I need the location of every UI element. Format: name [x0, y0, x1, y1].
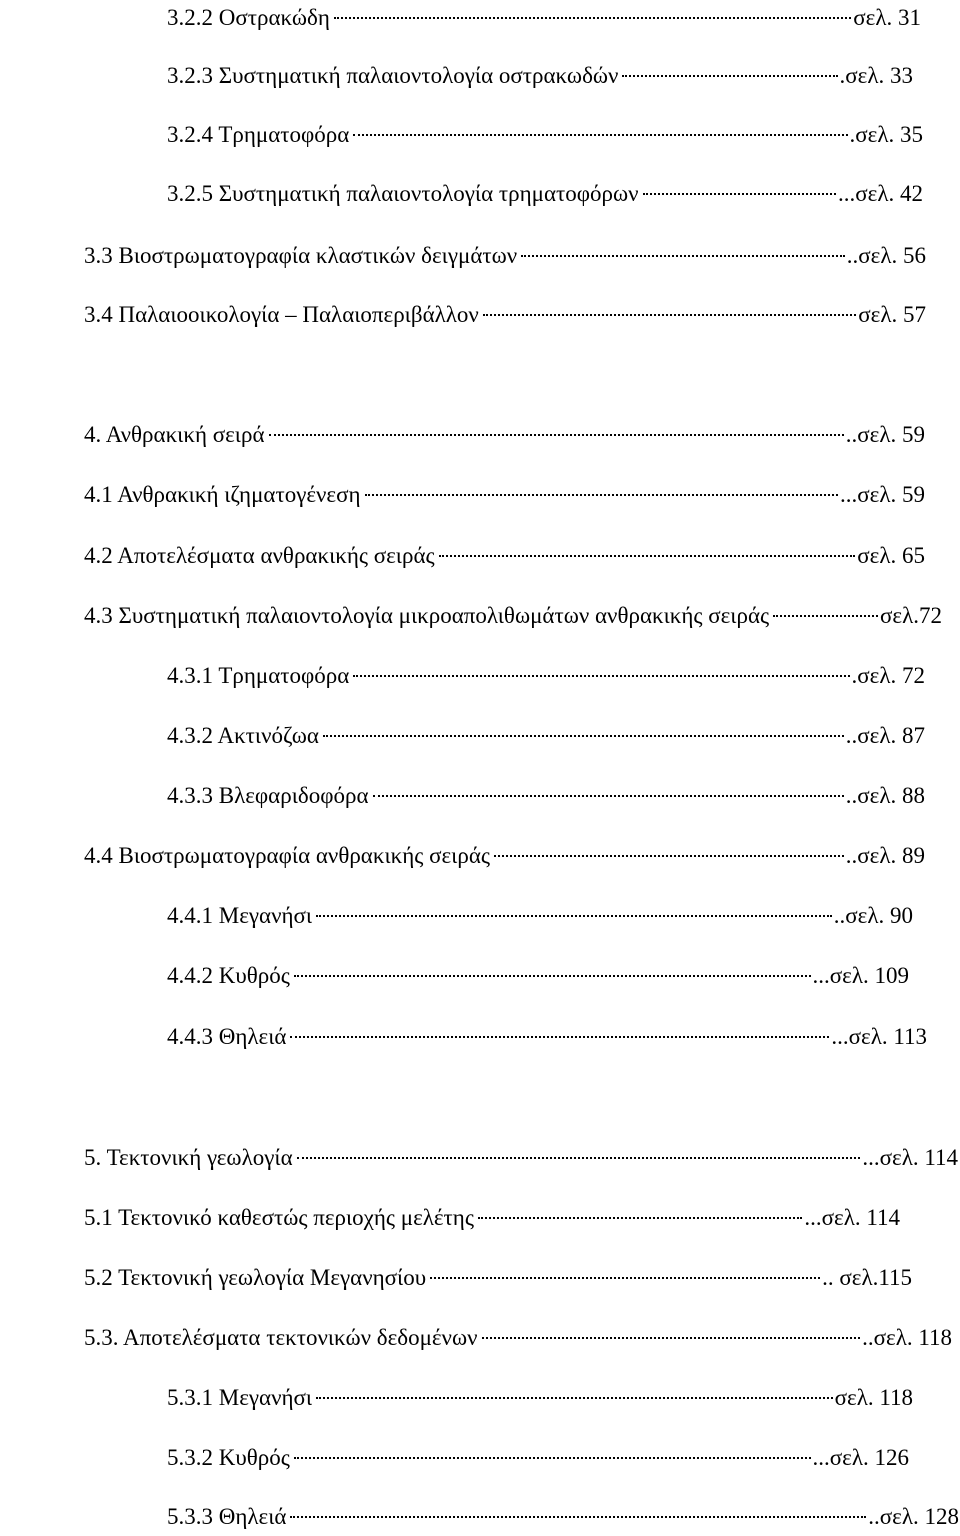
toc-title: 4.3.2 Ακτινόζωα: [167, 723, 319, 748]
toc-title: 5.1 Τεκτονικό καθεστώς περιοχής μελέτης: [84, 1205, 474, 1230]
toc-title: 5.3. Αποτελέσματα τεκτονικών δεδομένων: [84, 1325, 478, 1350]
dot-leader: [521, 255, 845, 257]
toc-page-number: ...σελ. 126: [812, 1445, 909, 1470]
toc-entry-5-2: [84, 1260, 912, 1296]
toc-page-number: ..σελ. 88: [845, 783, 925, 808]
toc-page-number: ..σελ. 59: [845, 422, 925, 447]
toc-entry-4-4-3: [167, 1019, 927, 1055]
toc-page-number: σελ. 57: [858, 302, 926, 327]
toc-page-number: ..σελ. 128: [868, 1504, 959, 1529]
toc-title: 3.2.4 Τρηματοφόρα: [167, 122, 350, 147]
toc-entry-5-3: [84, 1320, 952, 1356]
dot-leader: [316, 915, 832, 917]
toc-entry-4-3-1: [167, 658, 925, 694]
toc-entry-4-1: [84, 477, 925, 513]
dot-leader: [773, 615, 878, 617]
toc-title: 5.3.2 Κυθρός: [167, 1445, 290, 1470]
dot-leader: [269, 434, 844, 436]
toc-page-number: ..σελ. 56: [846, 243, 926, 268]
toc-page-number: .σελ. 72: [851, 663, 925, 688]
toc-page-number: ..σελ. 89: [845, 843, 925, 868]
toc-entry-3-2-2: [167, 0, 921, 36]
toc-entry-3-3: [84, 238, 926, 274]
toc-page-number: ...σελ. 113: [831, 1024, 927, 1049]
toc-entry-4: [84, 417, 925, 453]
dot-leader: [622, 75, 837, 77]
toc-page-number: σελ.72: [880, 603, 942, 628]
dot-leader: [334, 17, 851, 19]
toc-page-number: ...σελ. 114: [862, 1145, 958, 1170]
dot-leader: [353, 134, 847, 136]
toc-page-number: σελ. 31: [853, 5, 921, 30]
dot-leader: [323, 735, 844, 737]
toc-page-number: ...σελ. 109: [812, 963, 909, 988]
toc-title: 4.1 Ανθρακική ιζηματογένεση: [84, 482, 361, 507]
toc-title: 4.4.1 Μεγανήσι: [167, 903, 313, 928]
toc-title: 4.3.1 Τρηματοφόρα: [167, 663, 350, 688]
toc-title: 4. Ανθρακική σειρά: [84, 422, 265, 447]
toc-page-number: .σελ. 33: [839, 63, 913, 88]
toc-title: 5. Τεκτονική γεωλογία: [84, 1145, 293, 1170]
toc-title: 5.2 Τεκτονική γεωλογία Μεγανησίου: [84, 1265, 427, 1290]
dot-leader: [365, 494, 839, 496]
toc-page-number: σελ. 118: [834, 1385, 913, 1410]
toc-page-number: ...σελ. 42: [838, 181, 923, 206]
toc-title: 4.2 Αποτελέσματα ανθρακικής σειράς: [84, 543, 435, 568]
toc-title: 4.3 Συστηματική παλαιοντολογία μικροαπολιθωμάτων ανθρακικής σειράς: [84, 603, 770, 628]
toc-page-number: σελ. 65: [857, 543, 925, 568]
toc-entry-4-4-1: [167, 898, 913, 934]
toc-entry-5: [84, 1140, 958, 1176]
toc-page-number: ..σελ. 90: [833, 903, 913, 928]
toc-entry-4-2: [84, 538, 925, 574]
dot-leader: [373, 795, 844, 797]
dot-leader: [290, 1516, 866, 1518]
toc-page-number: .σελ. 35: [849, 122, 923, 147]
toc-entry-3-2-5: [167, 176, 923, 212]
toc-title: 3.2.2 Οστρακώδη: [167, 5, 330, 30]
toc-title: 4.4 Βιοστρωματογραφία ανθρακικής σειράς: [84, 843, 490, 868]
toc-title: 4.3.3 Βλεφαριδοφόρα: [167, 783, 369, 808]
dot-leader: [494, 855, 844, 857]
dot-leader: [294, 975, 811, 977]
toc-entry-5-3-1: [167, 1380, 913, 1416]
dot-leader: [290, 1036, 829, 1038]
toc-entry-4-4: [84, 838, 925, 874]
toc-title: 3.4 Παλαιοοικολογία – Παλαιοπεριβάλλον: [84, 302, 479, 327]
dot-leader: [353, 675, 849, 677]
toc-page-number: ..σελ. 118: [862, 1325, 952, 1350]
dot-leader: [482, 1337, 861, 1339]
toc-title: 5.3.3 Θηλειά: [167, 1504, 287, 1529]
toc-title: 3.2.3 Συστηματική παλαιοντολογία οστρακωδών: [167, 63, 619, 88]
toc-entry-5-3-3: [167, 1499, 959, 1535]
dot-leader: [316, 1397, 833, 1399]
toc-entry-3-2-4: [167, 117, 923, 153]
toc-title: 3.2.5 Συστηματική παλαιοντολογία τρηματοφόρων: [167, 181, 639, 206]
toc-page-number: ...σελ. 114: [804, 1205, 900, 1230]
toc-entry-4-3: [84, 598, 942, 634]
toc-entry-4-3-3: [167, 778, 925, 814]
toc-title: 4.4.3 Θηλειά: [167, 1024, 287, 1049]
toc-entry-3-4: [84, 297, 926, 333]
dot-leader: [297, 1157, 861, 1159]
dot-leader: [478, 1217, 802, 1219]
toc-page-number: ...σελ. 59: [840, 482, 925, 507]
toc-title: 3.3 Βιοστρωματογραφία κλαστικών δειγμάτων: [84, 243, 518, 268]
toc-entry-5-3-2: [167, 1440, 909, 1476]
dot-leader: [294, 1457, 811, 1459]
toc-entry-4-3-2: [167, 718, 925, 754]
dot-leader: [483, 314, 856, 316]
toc-title: 5.3.1 Μεγανήσι: [167, 1385, 313, 1410]
toc-entry-4-4-2: [167, 958, 909, 994]
toc-entry-5-1: [84, 1200, 900, 1236]
dot-leader: [439, 555, 856, 557]
dot-leader: [430, 1277, 820, 1279]
dot-leader: [643, 193, 836, 195]
toc-entry-3-2-3: [167, 58, 913, 94]
toc-title: 4.4.2 Κυθρός: [167, 963, 290, 988]
toc-page-number: .. σελ.115: [822, 1265, 912, 1290]
toc-page-number: ..σελ. 87: [845, 723, 925, 748]
